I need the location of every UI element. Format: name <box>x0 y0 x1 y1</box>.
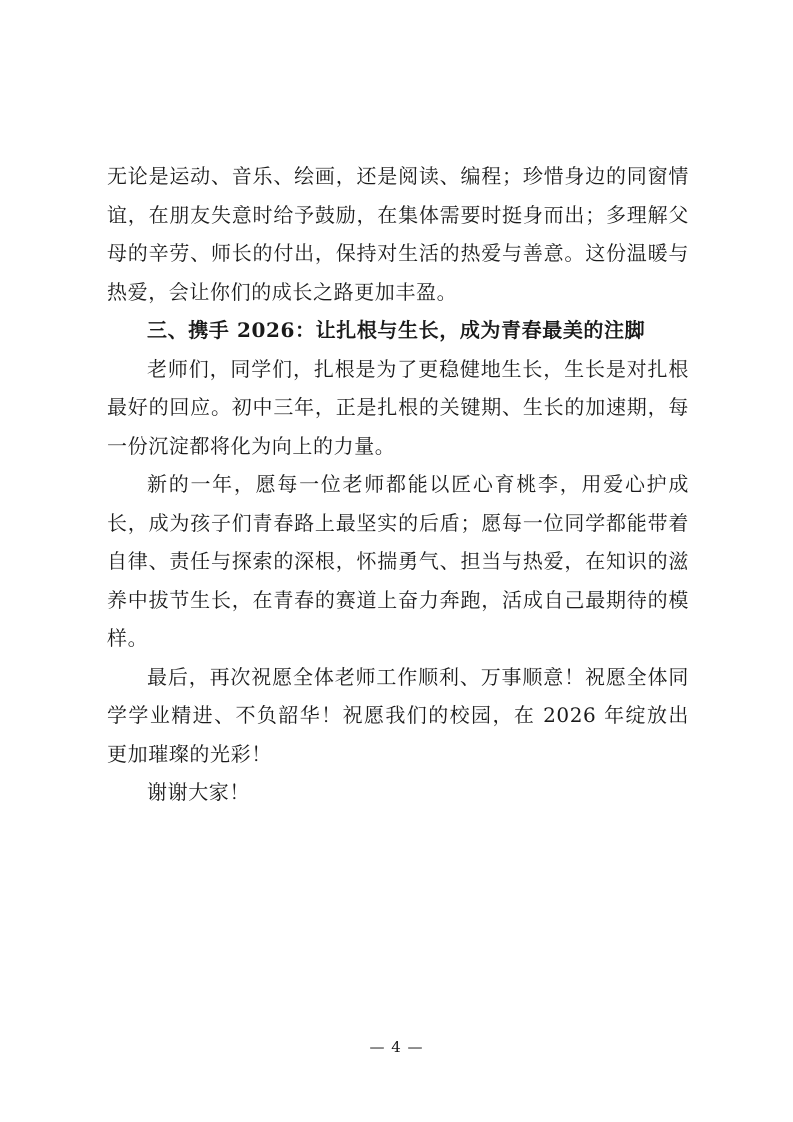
document-body <box>107 157 689 812</box>
page-number: — 4 — <box>369 1038 424 1056</box>
paragraph: 最后，再次祝愿全体老师工作顺利、万事顺意！祝愿全体同学学业精进、不负韶华！祝愿我们的校园，在 2026 年绽放出更加璀璨的光彩！ <box>107 664 689 766</box>
paragraph: 老师们，同学们，扎根是为了更稳健地生长，生长是对扎根最好的回应。初中三年，正是扎根的关键期、生长的加速期，每一份沉淀都将化为向上的力量。 <box>107 356 689 458</box>
closing-line: 谢谢大家！ <box>147 780 250 804</box>
paragraph: 新的一年，愿每一位老师都能以匠心育桃李，用爱心护成长，成为孩子们青春路上最坚实的后盾；愿每一位同学都能带着自律、责任与探索的深根，怀揣勇气、担当与热爱，在知识的滋养中拔节生长，在青春的赛道上奋力奔跑，活成自己最期待的模样。 <box>107 472 689 650</box>
section-heading: 三、携手 2026：让扎根与生长，成为青春最美的注脚 <box>147 318 646 342</box>
paragraph-continuation: 无论是运动、音乐、绘画，还是阅读、编程；珍惜身边的同窗情谊，在朋友失意时给予鼓励，在集体需要时挺身而出；多理解父母的辛劳、师长的付出，保持对生活的热爱与善意。这份温暖与热爱，会让你们的成长之路更加丰盈。 <box>107 164 689 304</box>
